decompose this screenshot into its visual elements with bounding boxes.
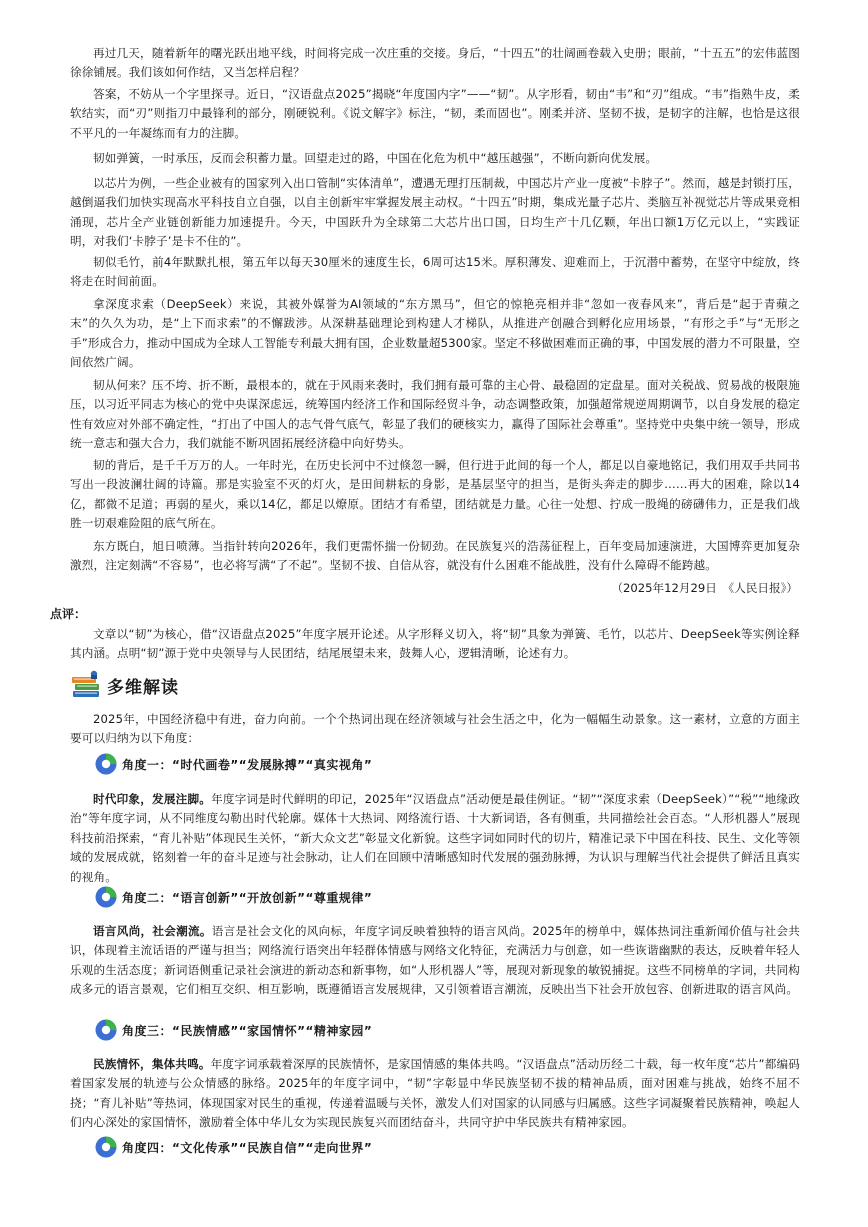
angle-3-heading [94,1018,372,1042]
section-intro: 2025年，中国经济稳中有进，奋力向前。一个个热词出现在经济领域与社会生活之中，化为一幅幅生动景象。这一素材，立意的方面主要可以归纳为以下角度： [70,712,800,746]
article-paragraph-6: 拿深度求索（DeepSeek）来说，其被外媒誉为AI领域的“东方黑马”，但它的惊艳亮相并非“忽如一夜春风来”，背后是“起于青蘋之末”的久久为功，是“上下而求索”的不懈跋涉。从深耕基础理论到构建人才梯队，从推进产创融合到孵化应用场景，“有形之手”与“无形之手”形成合力，推动中国成为全球人工智能专利最大拥有国，企业数量超5300家。坚定不移做困难而正确的事，中国发展的潜力不可限量，空间依然广阔。 [70,297,800,370]
angle-1-heading [94,752,372,776]
section-title: 多维解读 [107,677,179,698]
angle-2-text [70,922,800,1000]
article-paragraph-4: 以芯片为例，一些企业被有的国家列入出口管制“实体清单”，遭遇无理打压制裁，中国芯片产业一度被“卡脖子”。然而，越是封锁打压，越倒逼我们加快实现高水平科技自立自强，以自主创新牢牢掌握发展主动权。“十四五”时期，集成光量子芯片、类脑互补视觉芯片等成果竞相涌现，芯片全产业链创新能力加速提升。今天，中国跃升为全球第二大芯片出口国，日均生产十几亿颗，年出口额1万亿元以上，“实践证明，对我们‘卡脖子’是卡不住的”。 [70,176,800,249]
article-paragraph-8: 韧的背后，是千千万万的人。一年时光，在历史长河中不过倏忽一瞬，但行进于此间的每一个人，都足以自豪地铭记，我们用双手共同书写出一段波澜壮阔的诗篇。那是实验室不灭的灯火，是田间耕耘的身影，是基层坚守的担当，是街头奔走的脚步……再大的困难，除以14亿，都微不足道；再弱的星火，乘以14亿，都足以燎原。团结才有希望，团结就是力量。心往一处想、拧成一股绳的磅礴伟力，正是我们战胜一切艰难险阻的底气所在。 [70,458,800,531]
angle-2-heading [94,885,372,909]
commentary-text: 文章以“韧”为核心，借“汉语盘点2025”年度字展开论述。从字形释义切入，将“韧”具象为弹簧、毛竹，以芯片、DeepSeek等实例诠释其内涵。点明“韧”源于党中央领导与人民团结，结尾展望未来，鼓舞人心，逻辑清晰，论述有力。 [70,627,800,661]
angle-4-label: 角度四：“文化传承”“民族自信”“走向世界” [122,1140,373,1155]
angle-2-lead: 语言风尚，社会潮流。 [93,924,212,938]
commentary-label: 点评： [50,607,87,621]
angle-2-body: 语言是社会文化的风向标，年度字词反映着独特的语言风尚。2025年的榜单中，媒体热词注重新闻价值与社会共识，体现着主流话语的严谨与担当；网络流行语突出年轻群体情感与网络文化特征，充满活力与创意，如一些诙谐幽默的表达，反映着年轻人乐观的生活态度；新词语侧重记录社会演进的新动态和新事物，如“人形机器人”等，展现对新现象的敏锐捕捉。这些不同榜单的字词，共同构成多元的语言景观，它们相互交织、相互影响，既遵循语言发展规律，又引领着语言潮流，反映出当下社会开放包容、创新进取的语言风尚。 [70,924,800,997]
angle-pie-icon [94,752,118,776]
angle-1-body: 年度字词是时代鲜明的印记，2025年“汉语盘点”活动便是最佳例证。“韧”“深度求索（DeepSeek）”“税”“地缘政治”等年度字词，从不同维度勾勒出时代轮廓。媒体十大热词、网络流行语、十大新词语，各有侧重，共同描绘社会百态。“人形机器人”展现科技前沿探索，“育儿补贴”体现民生关怀，“新大众文艺”彰显文化新貌。这些字词如同时代的切片，精准记录下中国在科技、民生、文化等领域的发展成就，铭刻着一年的奋斗足迹与社会脉动，让人们在回顾中清晰感知时代发展的强劲脉搏，为认识与理解当代社会提供了鲜活且真实的视角。 [70,792,800,884]
article-paragraph-7: 韧从何来？压不垮、折不断，最根本的，就在于风雨来袭时，我们拥有最可靠的主心骨、最稳固的定盘星。面对关税战、贸易战的极限施压，以习近平同志为核心的党中央谋深虑远，统筹国内经济工作和国际经贸斗争，动态调整政策，加强超常规逆周期调节，以自身发展的稳定性有效应对外部不确定性，“打出了中国人的志气骨气底气，彰显了我们的硬核实力，赢得了国际社会尊重”。坚持党中央集中统一领导，形成统一意志和强大合力，我们就能不断巩固拓展经济稳中向好势头。 [70,378,800,451]
book-stack-icon [70,669,104,701]
angle-3-body: 年度字词承载着深厚的民族情怀，是家国情感的集体共鸣。“汉语盘点”活动历经二十载，每一枚年度“芯片”都编码着国家发展的轨迹与公众情感的脉络。2025年的年度字词中，“韧”字彰显中华民族坚韧不拔的精神品质，面对困难与挑战，始终不屈不挠；“育儿补贴”等热词，体现国家对民生的重视，传递着温暖与关怀，激发人们对国家的认同感与归属感。这些字词凝聚着民族精神，唤起人们内心深处的家国情怀，激励着全体中华儿女为实现民族复兴而团结奋斗，共同守护中华民族共有精神家园。 [70,1057,800,1130]
article-paragraph-3: 韧如弹簧，一时承压，反而会积蓄力量。回望走过的路，中国在化危为机中“越压越强”，不断向新向优发展。 [93,151,658,165]
article-paragraph-2: 答案，不妨从一个字里探寻。近日，“汉语盘点2025”揭晓“年度国内字”——“韧”。从字形看，韧由“韦”和“刃”组成。“韦”指熟牛皮，柔软结实，而“刃”则指刀中最锋利的部分，刚硬锐利。《说文解字》标注，“韧，柔而固也”。刚柔并济、坚韧不拔，是韧字的注解，也恰是这很不平凡的一年凝练而有力的注脚。 [70,87,800,140]
angle-2-label: 角度二：“语言创新”“开放创新”“尊重规律” [122,890,373,905]
angle-pie-icon [94,1018,118,1042]
article-paragraph-5: 韧似毛竹，前4年默默扎根，第五年以每天30厘米的速度生长，6周可达15米。厚积薄发、迎难而上，于沉潜中蓄势，在坚守中绽放，终将走在时间前面。 [70,255,800,289]
angle-pie-icon [94,885,118,909]
angle-1-text [70,790,800,887]
angle-1-label: 角度一：“时代画卷”“发展脉搏”“真实视角” [122,757,373,772]
angle-3-label: 角度三：“民族情感”“家国情怀”“精神家园” [122,1023,373,1038]
article-paragraph-9: 东方既白，旭日喷薄。当指针转向2026年，我们更需怀揣一份韧劲。在民族复兴的浩荡征程上，百年变局加速演进，大国博弈更加复杂激烈，注定刻满“不容易”，也必将写满“了不起”。坚韧不拔、自信从容，就没有什么困难不能战胜，没有什么障碍不能跨越。 [70,539,800,573]
angle-4-heading [94,1135,372,1159]
article-paragraph-1: 再过几天，随着新年的曙光跃出地平线，时间将完成一次庄重的交接。身后，“十四五”的壮阔画卷载入史册；眼前，“十五五”的宏伟蓝图徐徐铺展。我们该如何作结，又当怎样启程？ [70,46,800,80]
section-header [70,668,179,702]
angle-1-lead: 时代印象，发展注脚。 [93,792,212,806]
angle-3-lead: 民族情怀，集体共鸣。 [93,1057,211,1071]
angle-3-text [70,1055,800,1133]
article-source: （2025年12月29日 《人民日报》） [611,581,798,595]
angle-pie-icon [94,1135,118,1159]
